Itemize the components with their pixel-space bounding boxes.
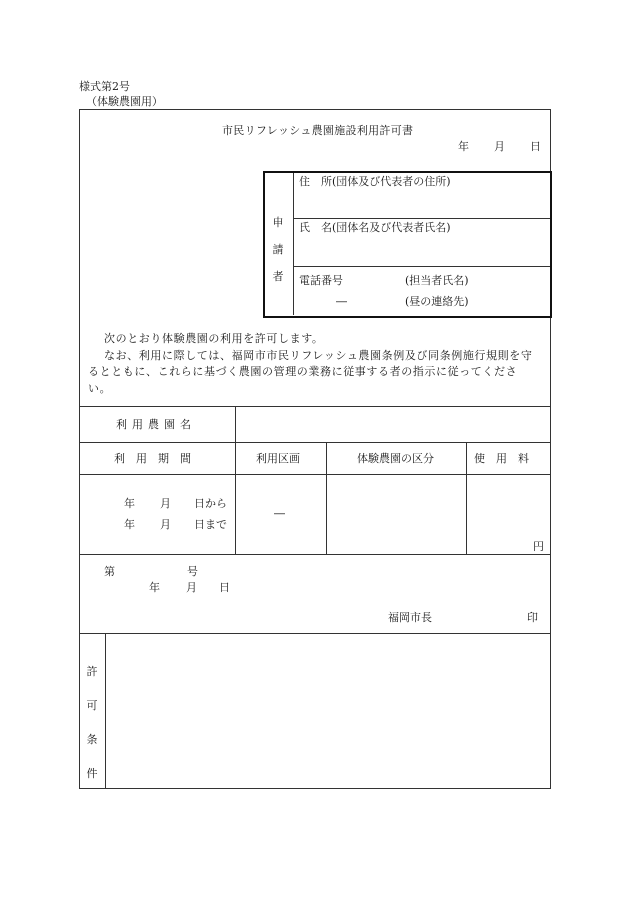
phone-label: 電話番号 [299,274,343,287]
name-label: 氏 名(団体名及び代表者氏名) [299,221,451,234]
applicant-row-line [293,266,550,267]
plot-header: 利用区画 [256,452,300,465]
notice-line-3: るとともに、これらに基づく農園の管理の業務に従事する者の指示に従ってくださ [88,365,518,378]
applicant-side-label: 申 請 者 [272,216,284,283]
period-header: 利 用 期 間 [114,452,191,465]
fee-header: 使 用 料 [474,452,529,465]
header-date-year: 年 [458,140,469,153]
conditions-area[interactable] [106,634,549,787]
notice-line-1: 次のとおり体験農園の利用を許可します。 [104,332,324,345]
notice-line-4: い。 [88,381,112,395]
category-header: 体験農園の区分 [357,452,434,465]
form-type: （体験農園用） [86,95,163,108]
table-col-line [466,442,467,554]
table-line [79,442,550,443]
farm-name-value-cell[interactable] [236,407,549,442]
period-from-year: 年 [124,497,135,510]
number-suffix: 号 [187,565,198,578]
issuance-year: 年 [149,581,160,594]
header-date-month: 月 [494,140,505,153]
plot-dash: ― [274,507,285,520]
table-line [79,554,550,555]
period-from-day: 日から [194,497,227,510]
issuer-name: 福岡市長 [388,611,432,624]
fee-unit: 円 [533,540,544,553]
form-title: 市民リフレッシュ農園施設利用許可書 [222,124,414,137]
conditions-label: 許 可 条 件 [86,665,98,780]
daytime-contact-label: (昼の連絡先) [405,295,469,308]
applicant-divider [293,173,294,315]
number-prefix: 第 [104,565,115,578]
phone-dash: ― [336,295,347,308]
address-label: 住 所(団体及び代表者の住所) [299,175,451,188]
form-number: 様式第2号 [79,80,130,93]
category-value-cell[interactable] [327,475,466,554]
header-date-day: 日 [530,140,541,153]
notice-text [88,331,540,397]
seal-mark: 印 [527,611,538,624]
period-to-day: 日まで [194,518,227,531]
farm-name-label: 利用農園名 [116,418,196,431]
period-from-month: 月 [160,497,171,510]
issuance-day: 日 [219,581,230,594]
contact-person-label: (担当者氏名) [405,274,469,287]
applicant-row-line [293,218,550,219]
notice-line-2: なお、利用に際しては、福岡市市民リフレッシュ農園条例及び同条例施行規則を守 [104,348,533,362]
period-to-year: 年 [124,518,135,531]
table-line [79,474,550,475]
period-to-month: 月 [160,518,171,531]
issuance-month: 月 [186,581,197,594]
